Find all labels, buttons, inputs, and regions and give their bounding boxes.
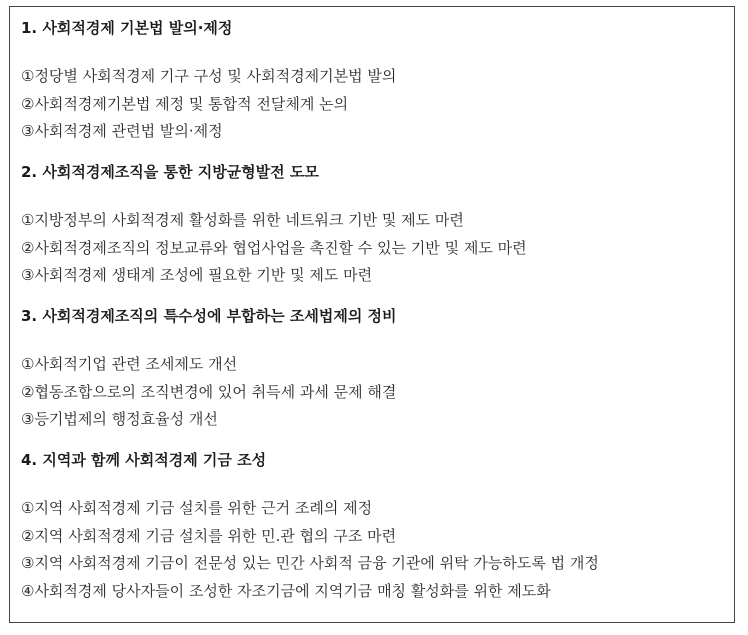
section-1: [21, 18, 726, 146]
section-heading: 2. 사회적경제조직을 통한 지방균형발전 도모: [21, 163, 319, 181]
list-item: ③사회적경제 생태계 조성에 필요한 기반 및 제도 마련: [21, 266, 373, 284]
item-list: [21, 351, 726, 434]
list-item: ②사회적경제기본법 제정 및 통합적 전달체계 논의: [21, 94, 349, 113]
list-item: ④사회적경제 당사자들이 조성한 자조기금에 지역기금 매칭 활성화를 위한 제도화: [21, 581, 551, 600]
list-item: ③지역 사회적경제 기금이 전문성 있는 민간 사회적 금융 기관에 위탁 가능하도록 법 개정: [21, 554, 599, 572]
list-item: ①사회적기업 관련 조세제도 개선: [21, 355, 238, 373]
item-list: [21, 63, 726, 146]
list-item: ①지역 사회적경제 기금 설치를 위한 근거 조례의 제정: [21, 499, 373, 517]
section-4: [21, 450, 726, 605]
list-item: ①정당별 사회적경제 기구 구성 및 사회적경제기본법 발의: [21, 67, 397, 85]
document-frame: [9, 6, 735, 623]
section-heading: 1. 사회적경제 기본법 발의·제정: [21, 19, 233, 37]
list-item: ②협동조합으로의 조직변경에 있어 취득세 과세 문제 해결: [21, 382, 397, 401]
list-item: ③사회적경제 관련법 발의·제정: [21, 122, 223, 140]
list-item: ③등기법제의 행정효율성 개선: [21, 410, 218, 428]
list-item: ②지역 사회적경제 기금 설치를 위한 민.관 협의 구조 마련: [21, 526, 397, 545]
section-heading: 4. 지역과 함께 사회적경제 기금 조성: [21, 451, 267, 469]
section-3: [21, 306, 726, 434]
list-item: ②사회적경제조직의 정보교류와 협업사업을 촉진할 수 있는 기반 및 제도 마련: [21, 238, 527, 257]
item-list: [21, 495, 726, 605]
section-2: [21, 162, 726, 290]
list-item: ①지방정부의 사회적경제 활성화를 위한 네트워크 기반 및 제도 마련: [21, 211, 464, 229]
item-list: [21, 207, 726, 290]
section-heading: 3. 사회적경제조직의 특수성에 부합하는 조세법제의 정비: [21, 307, 397, 325]
